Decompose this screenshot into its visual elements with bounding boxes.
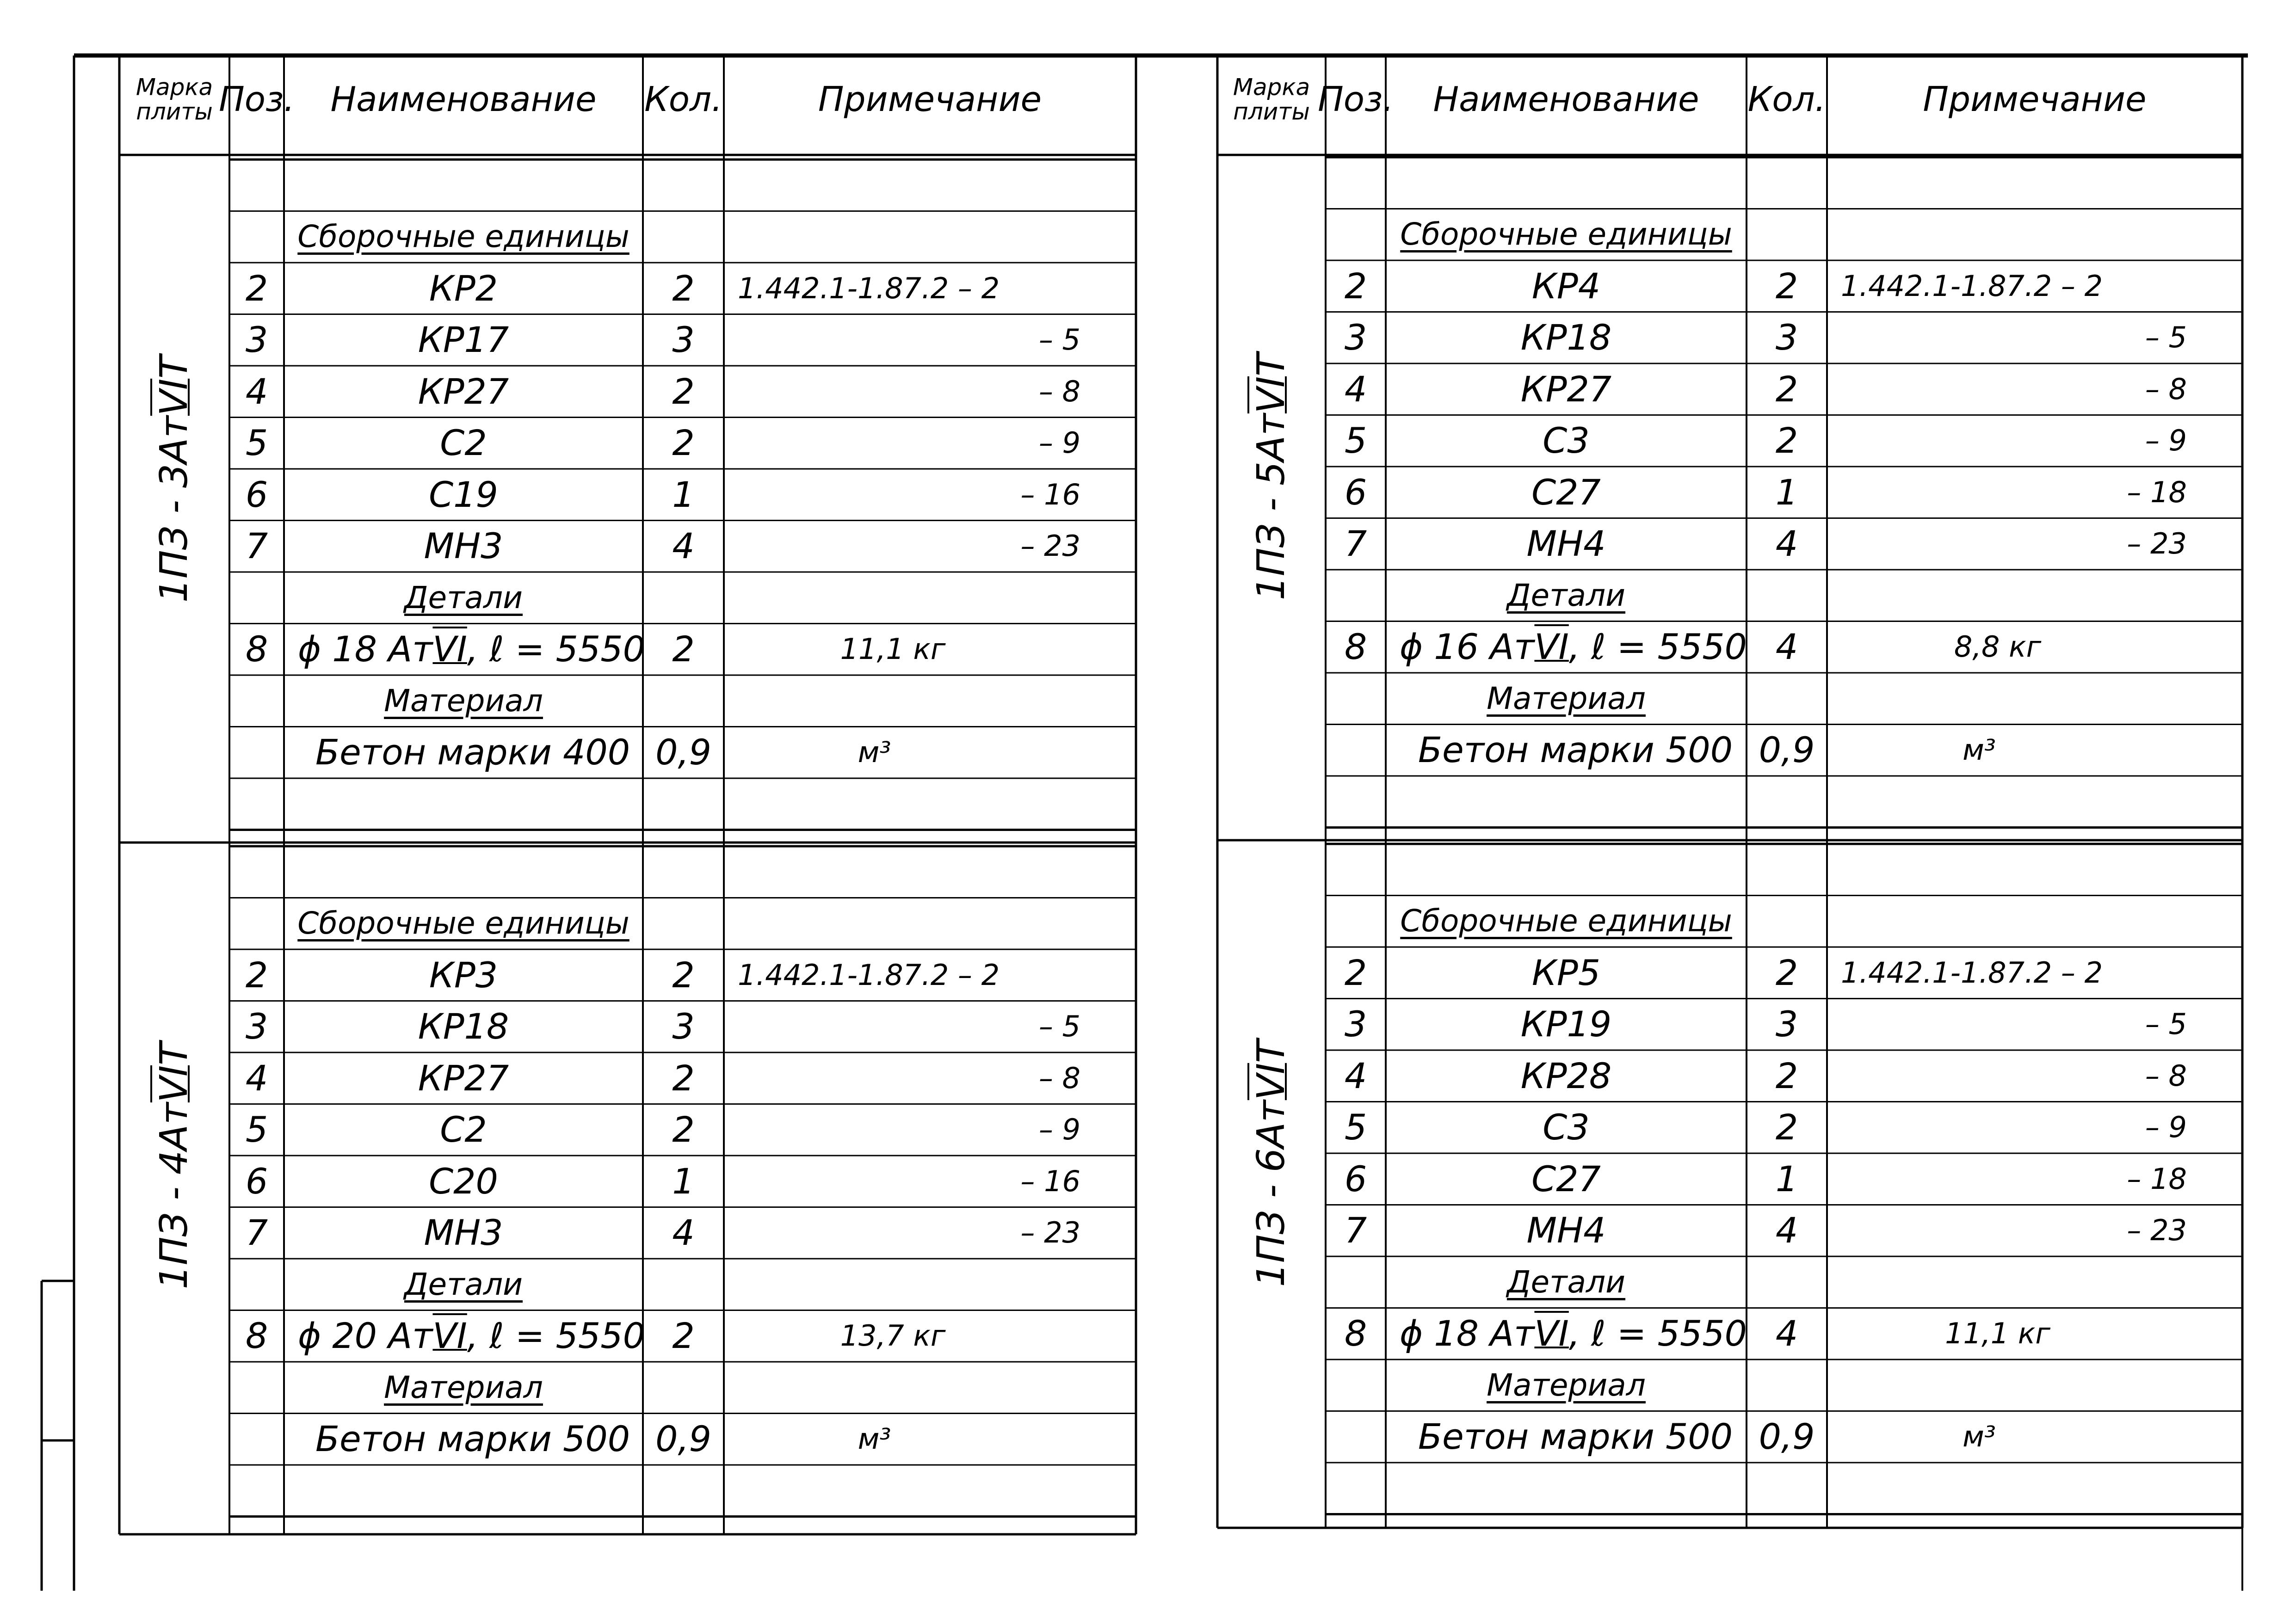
row-position: 2: [245, 954, 268, 996]
detail-name-prefix: ϕ 20 Ат: [298, 1315, 433, 1357]
row-quantity: 1: [672, 474, 695, 515]
material-name: Бетон марки 400: [315, 732, 630, 773]
header-name: Наименование: [330, 80, 597, 119]
row-position: 4: [245, 370, 268, 412]
row-note: – 5: [1038, 323, 1080, 357]
detail-note: 8,8 кг: [1954, 630, 2042, 664]
material-quantity: 0,9: [1759, 729, 1815, 771]
row-name: С3: [1543, 420, 1590, 461]
row-quantity: 3: [672, 1006, 695, 1047]
header-kol: Кол.: [1747, 80, 1826, 119]
row-note: – 23: [2127, 1213, 2187, 1248]
details-title: Детали: [1506, 577, 1626, 613]
row-note: – 5: [2145, 320, 2187, 355]
details-title: Детали: [404, 1266, 523, 1302]
detail-steel-class: VI: [432, 628, 467, 670]
detail-quantity: 4: [1775, 626, 1798, 668]
row-note: 1.442.1-1.87.2 – 2: [738, 958, 1000, 992]
material-title: Материал: [384, 683, 543, 719]
row-quantity: 2: [1775, 420, 1798, 461]
plate-mark-class: VI: [1249, 376, 1293, 414]
row-quantity: 2: [672, 1057, 695, 1099]
row-note: – 8: [2145, 1058, 2187, 1093]
detail-steel-class: VI: [1534, 1313, 1569, 1354]
detail-name: [298, 628, 645, 670]
row-position: 6: [1344, 1158, 1367, 1200]
row-quantity: 2: [672, 422, 695, 464]
row-name: КР17: [418, 319, 509, 361]
row-quantity: 2: [1775, 1055, 1798, 1096]
row-position: 7: [1344, 523, 1367, 565]
row-name: КР27: [1520, 368, 1612, 410]
plate-mark-suffix: Т: [152, 1042, 196, 1066]
row-note: – 18: [2127, 475, 2187, 509]
row-name: С19: [429, 474, 498, 515]
header-marka: Марка плиты: [1233, 74, 1310, 125]
row-quantity: 1: [1775, 1158, 1798, 1200]
row-note: – 9: [2145, 424, 2187, 458]
header-name: Наименование: [1433, 80, 1699, 119]
assembly-units-title: Сборочные единицы: [1400, 216, 1732, 252]
row-name: КР18: [418, 1006, 509, 1047]
detail-name: [298, 1315, 645, 1357]
detail-name-prefix: ϕ 18 Ат: [298, 628, 433, 670]
row-note: – 9: [1038, 426, 1080, 460]
row-note: – 8: [2145, 372, 2187, 406]
row-position: 2: [245, 267, 268, 309]
row-name: С3: [1543, 1107, 1590, 1148]
details-title: Детали: [1506, 1264, 1626, 1300]
row-quantity: 3: [672, 319, 695, 361]
detail-name-prefix: ϕ 16 Ат: [1400, 626, 1535, 668]
row-quantity: 2: [672, 267, 695, 309]
row-quantity: 3: [1775, 317, 1798, 358]
row-position: 2: [1344, 952, 1367, 993]
header-poz: Поз.: [1318, 80, 1394, 119]
row-quantity: 1: [1775, 471, 1798, 513]
material-note: м³: [1963, 1420, 1996, 1454]
detail-position: 8: [1344, 1313, 1367, 1354]
row-quantity: 4: [1775, 523, 1798, 565]
plate-mark-suffix: Т: [1249, 1040, 1293, 1064]
plate-mark-prefix: 1ПЗ - 3Ат: [152, 416, 196, 603]
row-quantity: 2: [1775, 265, 1798, 307]
material-name: Бетон марки 500: [1418, 729, 1733, 771]
row-name: КР28: [1520, 1055, 1612, 1096]
material-quantity: 0,9: [655, 732, 711, 773]
row-note: – 18: [2127, 1162, 2187, 1196]
detail-quantity: 2: [672, 1315, 695, 1357]
row-position: 5: [1344, 1107, 1367, 1148]
row-position: 7: [245, 525, 268, 567]
row-position: 7: [245, 1212, 268, 1254]
row-name: МН3: [424, 525, 503, 567]
material-title: Материал: [1487, 1367, 1646, 1403]
row-name: С27: [1531, 1158, 1601, 1200]
detail-note: 13,7 кг: [840, 1319, 946, 1353]
header-kol: Кол.: [644, 80, 722, 119]
row-position: 5: [1344, 420, 1367, 461]
material-note: м³: [858, 1422, 891, 1456]
row-name: С27: [1531, 471, 1601, 513]
row-quantity: 4: [672, 1212, 695, 1254]
row-name: КР27: [418, 1057, 509, 1099]
detail-name: [1400, 1313, 1747, 1354]
detail-name-length: , ℓ = 5550: [467, 1315, 645, 1357]
row-position: 6: [245, 474, 268, 515]
detail-name-length: , ℓ = 5550: [1568, 626, 1747, 668]
material-quantity: 0,9: [655, 1418, 711, 1460]
row-note: – 5: [1038, 1009, 1080, 1044]
row-quantity: 3: [1775, 1003, 1798, 1045]
assembly-units-title: Сборочные единицы: [297, 219, 630, 255]
detail-name-prefix: ϕ 18 Ат: [1400, 1313, 1535, 1354]
row-quantity: 2: [672, 1109, 695, 1150]
header-marka: Марка плиты: [136, 74, 213, 125]
row-position: 4: [1344, 1055, 1367, 1096]
row-name: С20: [429, 1160, 498, 1202]
plate-mark-prefix: 1ПЗ - 5Ат: [1249, 413, 1293, 601]
row-note: – 8: [1038, 374, 1080, 408]
row-position: 7: [1344, 1210, 1367, 1251]
row-position: 3: [1344, 1003, 1367, 1045]
detail-position: 8: [245, 628, 268, 670]
row-position: 2: [1344, 265, 1367, 307]
plate-mark-class: VI: [152, 379, 196, 416]
row-position: 5: [245, 422, 268, 464]
plate-mark-suffix: Т: [152, 356, 196, 379]
detail-name: [1400, 626, 1747, 668]
row-note: – 16: [1020, 1164, 1080, 1198]
row-name: КР3: [429, 954, 498, 996]
row-name: С2: [440, 1109, 487, 1150]
assembly-units-title: Сборочные единицы: [297, 905, 630, 941]
row-note: – 23: [1020, 1216, 1080, 1250]
row-quantity: 1: [672, 1160, 695, 1202]
header-note: Примечание: [818, 80, 1042, 119]
details-title: Детали: [404, 579, 523, 615]
detail-name-length: , ℓ = 5550: [467, 628, 645, 670]
row-name: МН3: [424, 1212, 503, 1254]
plate-mark: [1249, 1040, 1293, 1287]
row-note: 1.442.1-1.87.2 – 2: [1841, 955, 2103, 990]
row-position: 4: [1344, 368, 1367, 410]
detail-name-length: , ℓ = 5550: [1568, 1313, 1747, 1354]
material-title: Материал: [384, 1369, 543, 1405]
plate-mark-prefix: 1ПЗ - 4Ат: [152, 1102, 196, 1290]
material-name: Бетон марки 500: [315, 1418, 630, 1460]
row-position: 4: [245, 1057, 268, 1099]
material-name: Бетон марки 500: [1418, 1416, 1733, 1458]
row-name: КР27: [418, 370, 509, 412]
row-position: 3: [1344, 317, 1367, 358]
row-note: – 5: [2145, 1007, 2187, 1041]
row-note: – 16: [1020, 477, 1080, 511]
detail-position: 8: [1344, 626, 1367, 668]
row-name: С2: [440, 422, 487, 464]
row-quantity: 2: [672, 370, 695, 412]
row-position: 6: [1344, 471, 1367, 513]
row-name: КР4: [1531, 265, 1601, 307]
row-note: – 23: [2127, 527, 2187, 561]
material-note: м³: [858, 735, 891, 769]
row-quantity: 2: [1775, 368, 1798, 410]
row-note: – 23: [1020, 529, 1080, 563]
row-quantity: 2: [672, 954, 695, 996]
row-note: 1.442.1-1.87.2 – 2: [738, 271, 1000, 305]
material-note: м³: [1963, 733, 1996, 767]
row-position: 6: [245, 1160, 268, 1202]
row-name: КР2: [429, 267, 498, 309]
detail-note: 11,1 кг: [840, 632, 946, 666]
detail-quantity: 2: [672, 628, 695, 670]
row-position: 3: [245, 1006, 268, 1047]
plate-mark-class: VI: [1249, 1063, 1293, 1101]
plate-mark-prefix: 1ПЗ - 6Ат: [1249, 1100, 1293, 1287]
plate-mark: [152, 356, 196, 603]
row-note: 1.442.1-1.87.2 – 2: [1841, 269, 2103, 303]
plate-mark: [1249, 353, 1293, 601]
detail-note: 11,1 кг: [1945, 1316, 2050, 1351]
plate-mark-suffix: Т: [1249, 353, 1293, 377]
row-note: – 9: [1038, 1113, 1080, 1147]
row-position: 3: [245, 319, 268, 361]
row-quantity: 2: [1775, 952, 1798, 993]
row-quantity: 2: [1775, 1107, 1798, 1148]
row-name: МН4: [1526, 1210, 1606, 1251]
material-title: Материал: [1487, 680, 1646, 716]
material-quantity: 0,9: [1759, 1416, 1815, 1458]
detail-quantity: 4: [1775, 1313, 1798, 1354]
row-note: – 8: [1038, 1061, 1080, 1095]
assembly-units-title: Сборочные единицы: [1400, 903, 1732, 939]
row-name: КР18: [1520, 317, 1612, 358]
header-poz: Поз.: [219, 80, 295, 119]
row-quantity: 4: [1775, 1210, 1798, 1251]
row-position: 5: [245, 1109, 268, 1150]
detail-position: 8: [245, 1315, 268, 1357]
detail-steel-class: VI: [432, 1315, 467, 1357]
header-note: Примечание: [1923, 80, 2147, 119]
row-quantity: 4: [672, 525, 695, 567]
row-name: КР5: [1531, 952, 1601, 993]
detail-steel-class: VI: [1534, 626, 1569, 668]
row-name: МН4: [1526, 523, 1606, 565]
row-note: – 9: [2145, 1110, 2187, 1144]
row-name: КР19: [1520, 1003, 1612, 1045]
plate-mark-class: VI: [152, 1065, 196, 1103]
plate-mark: [152, 1042, 196, 1290]
